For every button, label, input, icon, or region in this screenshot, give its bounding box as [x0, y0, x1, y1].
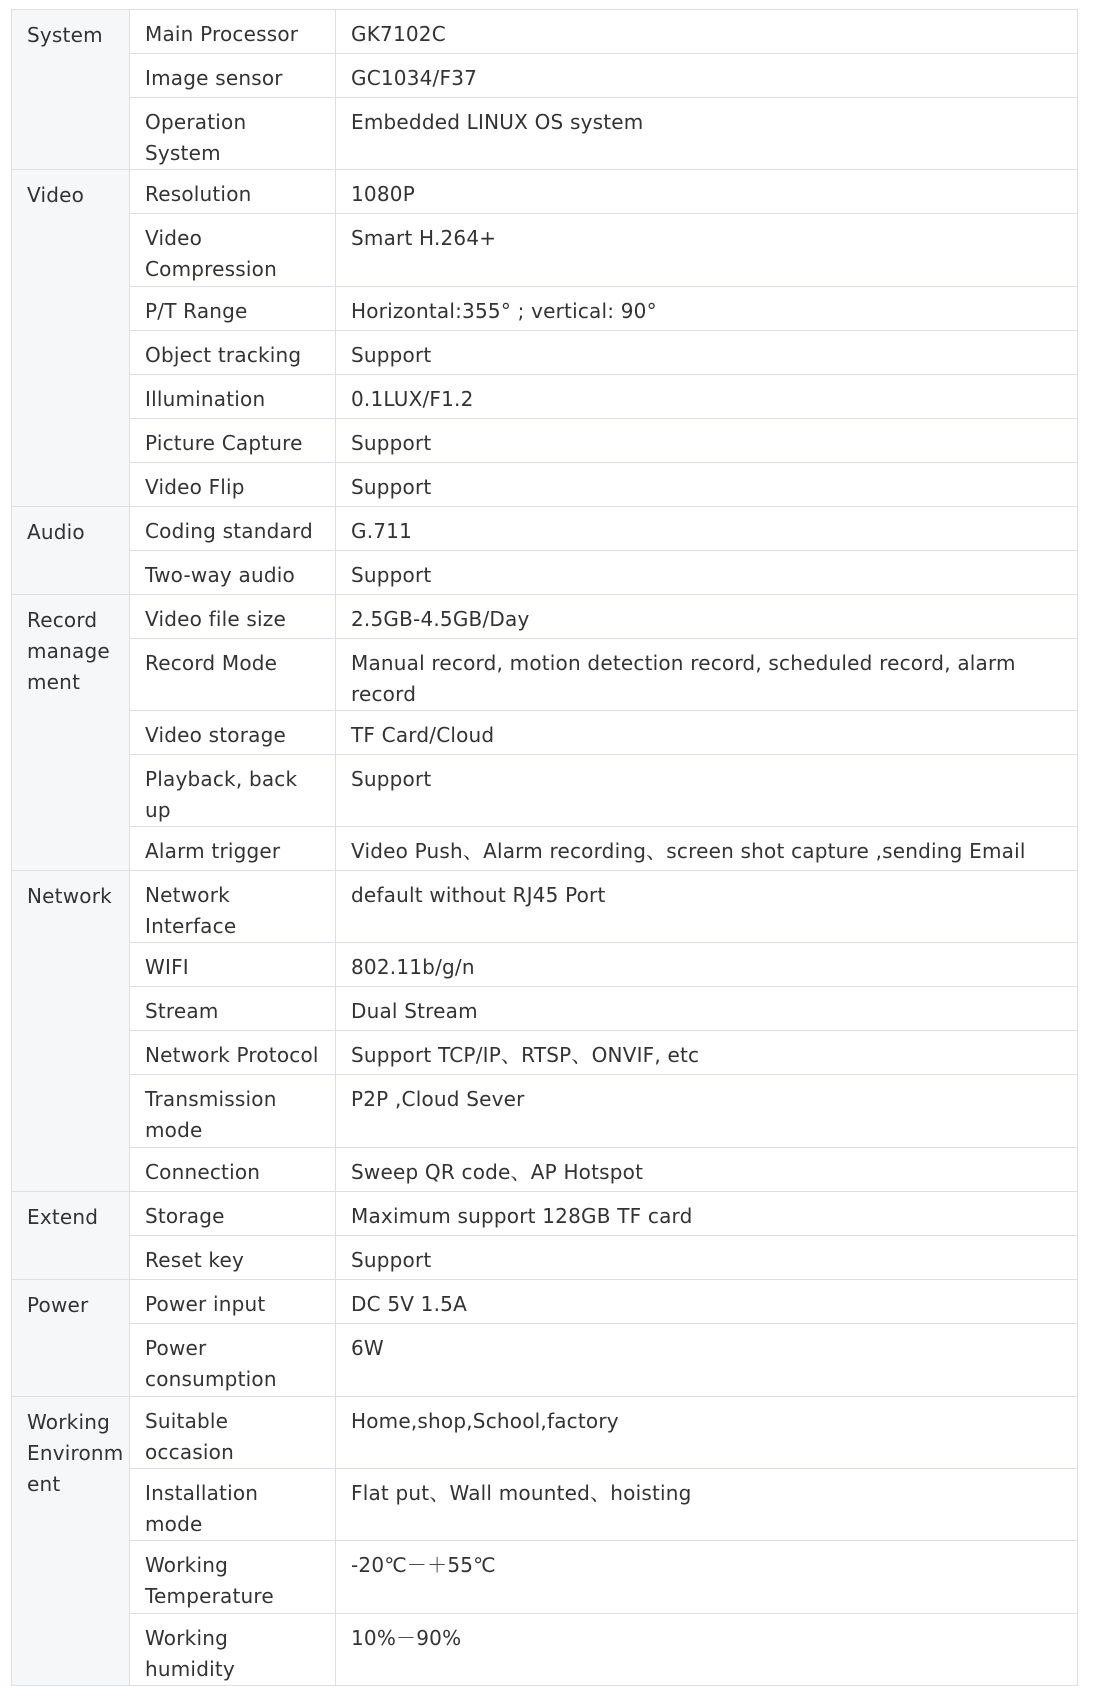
parameter-cell: Working Temperature — [130, 1541, 336, 1614]
value-cell: Maximum support 128GB TF card — [336, 1192, 1078, 1236]
parameter-cell: Operation System — [130, 98, 336, 170]
value-cell: Horizontal:355° ; vertical: 90° — [336, 287, 1078, 331]
parameter-cell: Playback, back up — [130, 755, 336, 827]
parameter-cell: Video file size — [130, 595, 336, 639]
value-cell: default without RJ45 Port — [336, 871, 1078, 943]
parameter-cell: Alarm trigger — [130, 827, 336, 871]
parameter-cell: Main Processor — [130, 10, 336, 54]
parameter-cell: Two-way audio — [130, 551, 336, 595]
table-row — [12, 1469, 1078, 1541]
table-row — [12, 1075, 1078, 1148]
table-row — [12, 10, 1078, 54]
table-row — [12, 987, 1078, 1031]
value-cell: 2.5GB-4.5GB/Day — [336, 595, 1078, 639]
value-cell: Support TCP/IP、RTSP、ONVIF, etc — [336, 1031, 1078, 1075]
parameter-cell: Object tracking — [130, 331, 336, 375]
category-cell: Extend — [12, 1192, 130, 1280]
parameter-cell: Reset key — [130, 1236, 336, 1280]
table-row — [12, 287, 1078, 331]
value-cell: Support — [336, 419, 1078, 463]
table-row — [12, 54, 1078, 98]
parameter-cell: Working humidity — [130, 1614, 336, 1686]
table-row — [12, 1280, 1078, 1324]
category-cell: System — [12, 10, 130, 170]
table-row — [12, 943, 1078, 987]
value-cell: -20℃－＋55℃ — [336, 1541, 1078, 1614]
category-cell: Network — [12, 871, 130, 1192]
table-row — [12, 331, 1078, 375]
category-cell: Audio — [12, 507, 130, 595]
category-cell: Video — [12, 170, 130, 507]
parameter-cell: Transmission mode — [130, 1075, 336, 1148]
table-row — [12, 827, 1078, 871]
table-row — [12, 711, 1078, 755]
parameter-cell: Picture Capture — [130, 419, 336, 463]
table-row — [12, 639, 1078, 711]
parameter-cell: Connection — [130, 1148, 336, 1192]
table-row — [12, 507, 1078, 551]
value-cell: Support — [336, 755, 1078, 827]
table-row — [12, 551, 1078, 595]
parameter-cell: Image sensor — [130, 54, 336, 98]
parameter-cell: Record Mode — [130, 639, 336, 711]
value-cell: 0.1LUX/F1.2 — [336, 375, 1078, 419]
table-row — [12, 755, 1078, 827]
table-row — [12, 1236, 1078, 1280]
value-cell: Home,shop,School,factory — [336, 1397, 1078, 1469]
table-row — [12, 170, 1078, 214]
value-cell: Support — [336, 331, 1078, 375]
value-cell: 802.11b/g/n — [336, 943, 1078, 987]
parameter-cell: Power input — [130, 1280, 336, 1324]
parameter-cell: Coding standard — [130, 507, 336, 551]
parameter-cell: P/T Range — [130, 287, 336, 331]
parameter-cell: WIFI — [130, 943, 336, 987]
value-cell: G.711 — [336, 507, 1078, 551]
parameter-cell: Installation mode — [130, 1469, 336, 1541]
value-cell: DC 5V 1.5A — [336, 1280, 1078, 1324]
parameter-cell: Illumination — [130, 375, 336, 419]
value-cell: Support — [336, 463, 1078, 507]
parameter-cell: Video storage — [130, 711, 336, 755]
value-cell: TF Card/Cloud — [336, 711, 1078, 755]
spec-table-body — [12, 10, 1078, 1686]
table-row — [12, 375, 1078, 419]
parameter-cell: Resolution — [130, 170, 336, 214]
value-cell: Support — [336, 1236, 1078, 1280]
parameter-cell: Video Compression — [130, 214, 336, 287]
table-row — [12, 214, 1078, 287]
table-row — [12, 1192, 1078, 1236]
parameter-cell: Video Flip — [130, 463, 336, 507]
value-cell: 10%－90% — [336, 1614, 1078, 1686]
table-row — [12, 463, 1078, 507]
table-row — [12, 1031, 1078, 1075]
value-cell: P2P ,Cloud Sever — [336, 1075, 1078, 1148]
value-cell: Video Push、Alarm recording、screen shot capture ,sending Email — [336, 827, 1078, 871]
table-row — [12, 1614, 1078, 1686]
value-cell: GC1034/F37 — [336, 54, 1078, 98]
table-row — [12, 1324, 1078, 1397]
category-cell: Record manage ment — [12, 595, 130, 871]
value-cell: Flat put、Wall mounted、hoisting — [336, 1469, 1078, 1541]
parameter-cell: Stream — [130, 987, 336, 1031]
value-cell: 1080P — [336, 170, 1078, 214]
parameter-cell: Network Protocol — [130, 1031, 336, 1075]
table-row — [12, 1397, 1078, 1469]
parameter-cell: Network Interface — [130, 871, 336, 943]
table-row — [12, 98, 1078, 170]
value-cell: Embedded LINUX OS system — [336, 98, 1078, 170]
parameter-cell: Power consumption — [130, 1324, 336, 1397]
table-row — [12, 419, 1078, 463]
table-row — [12, 1148, 1078, 1192]
value-cell: Sweep QR code、AP Hotspot — [336, 1148, 1078, 1192]
category-cell: Power — [12, 1280, 130, 1397]
value-cell: Support — [336, 551, 1078, 595]
parameter-cell: Storage — [130, 1192, 336, 1236]
table-row — [12, 871, 1078, 943]
value-cell: Smart H.264+ — [336, 214, 1078, 287]
table-row — [12, 1541, 1078, 1614]
table-row — [12, 595, 1078, 639]
parameter-cell: Suitable occasion — [130, 1397, 336, 1469]
value-cell: Manual record, motion detection record, scheduled record, alarm record — [336, 639, 1078, 711]
spec-table — [11, 9, 1078, 1686]
value-cell: Dual Stream — [336, 987, 1078, 1031]
value-cell: 6W — [336, 1324, 1078, 1397]
category-cell: Working Environm ent — [12, 1397, 130, 1686]
value-cell: GK7102C — [336, 10, 1078, 54]
